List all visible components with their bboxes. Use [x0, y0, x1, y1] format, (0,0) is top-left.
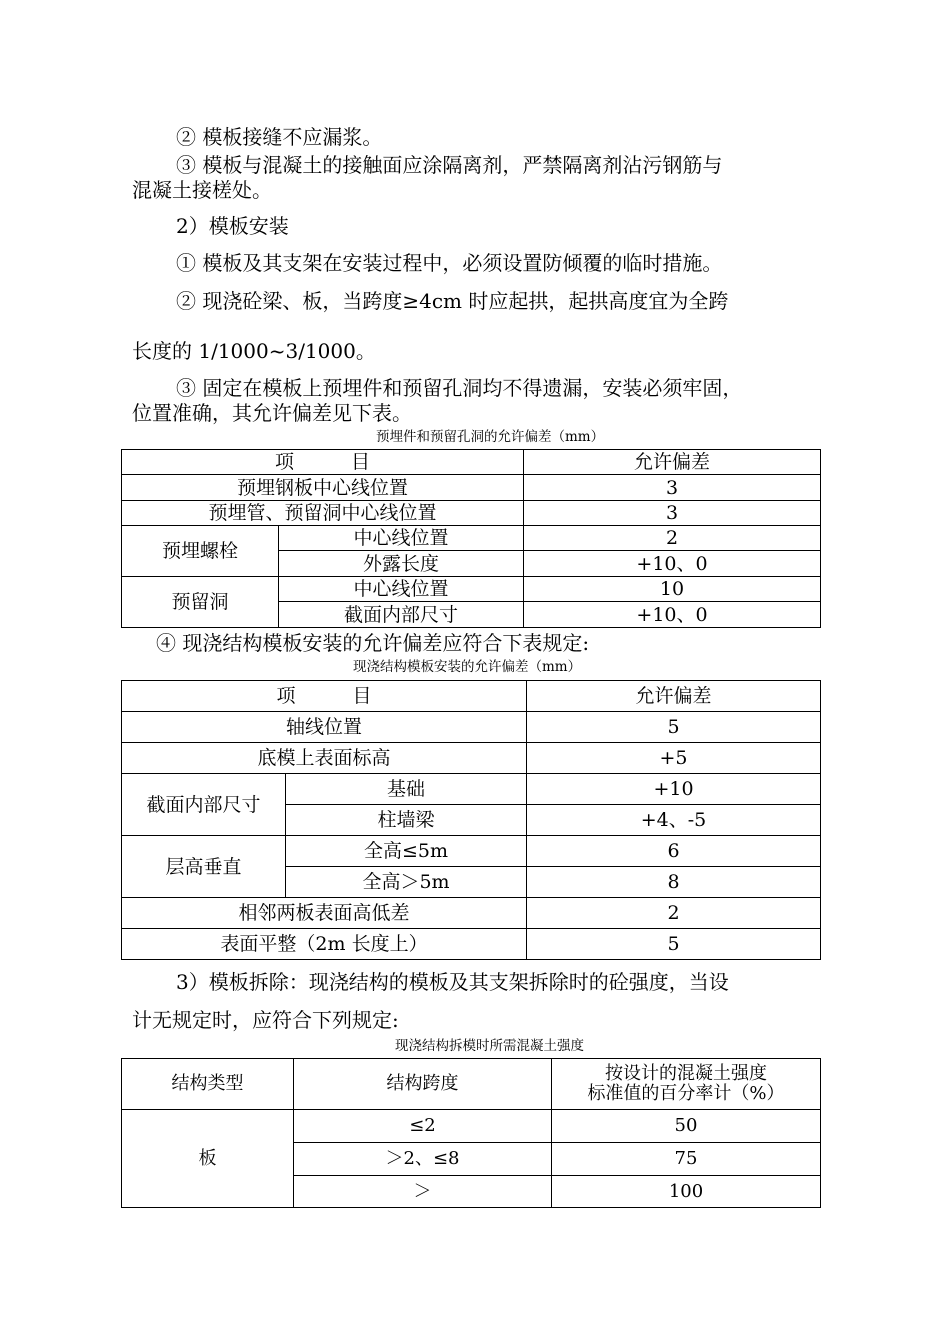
paragraph-formwork-removal-line1: 3）模板拆除：现浇结构的模板及其支架拆除时的砼强度，当设	[176, 970, 729, 994]
removal-strength-table	[121, 1058, 821, 1208]
paragraph-camber-line1: ② 现浇砼梁、板，当跨度≥4cm 时应起拱，起拱高度宜为全跨	[176, 289, 729, 313]
table2-header-tolerance: 允许偏差	[527, 681, 821, 712]
table3-value-cell: 50	[552, 1110, 821, 1143]
table1-subrow-value: 10	[524, 577, 821, 602]
table2-subrow-item: 柱墙梁	[286, 805, 527, 836]
table3-header-strength-line1: 按设计的混凝土强度	[605, 1063, 767, 1084]
table1-header-item: 项 目	[122, 450, 524, 475]
table1-subrow-item: 外露长度	[279, 551, 524, 577]
table2-group-label: 层高垂直	[122, 836, 286, 898]
table3-header-strength	[552, 1059, 821, 1110]
table2-row-value: 5	[527, 712, 821, 743]
table3-span-cell: ＞	[294, 1176, 552, 1208]
table2-row-item: 表面平整（2m 长度上）	[122, 929, 527, 960]
table1-row-item: 预埋管、预留洞中心线位置	[122, 501, 524, 526]
table1-caption: 预埋件和预留孔洞的允许偏差（mm）	[376, 429, 605, 445]
table2-subrow-value: 6	[527, 836, 821, 867]
table2-group-label: 截面内部尺寸	[122, 774, 286, 836]
table1-row-value: 3	[524, 475, 821, 501]
table1-row-item: 预埋钢板中心线位置	[122, 475, 524, 501]
table2-subrow-item: 全高≤5m	[286, 836, 527, 867]
table3-span-cell: ＞2、≤8	[294, 1143, 552, 1176]
table2-header-item: 项 目	[122, 681, 527, 712]
table1-subrow-value: 2	[524, 526, 821, 551]
table1-group-label: 预留洞	[122, 577, 279, 628]
table2-row-value: +5	[527, 743, 821, 774]
paragraph-embedded-parts-line2: 位置准确，其允许偏差见下表。	[132, 401, 412, 425]
table1-row-value: 3	[524, 501, 821, 526]
table1-subrow-value: +10、0	[524, 551, 821, 577]
table2-subrow-item: 全高＞5m	[286, 867, 527, 898]
paragraph-release-agent-line2: 混凝土接槎处。	[132, 178, 272, 202]
table3-caption: 现浇结构拆模时所需混凝土强度	[395, 1038, 584, 1054]
table1-group-label: 预埋螺栓	[122, 526, 279, 577]
table2-row-item: 底模上表面标高	[122, 743, 527, 774]
table3-header-span: 结构跨度	[294, 1059, 552, 1110]
table3-header-type: 结构类型	[122, 1059, 294, 1110]
table1-subrow-item: 截面内部尺寸	[279, 602, 524, 628]
paragraph-installation-tolerance: ④ 现浇结构模板安装的允许偏差应符合下表规定:	[156, 631, 590, 655]
table2-row-item: 轴线位置	[122, 712, 527, 743]
paragraph-joint-no-leak: ② 模板接缝不应漏浆。	[176, 125, 383, 149]
table3-header-strength-line2: 标准值的百分率计（%）	[587, 1083, 785, 1104]
table2-row-value: 2	[527, 898, 821, 929]
table2-row-item: 相邻两板表面高低差	[122, 898, 527, 929]
paragraph-camber-line2: 长度的 1/1000~3/1000。	[132, 339, 376, 363]
paragraph-formwork-removal-line2: 计无规定时，应符合下列规定:	[132, 1008, 399, 1032]
paragraph-anti-overturn: ① 模板及其支架在安装过程中，必须设置防倾覆的临时措施。	[176, 251, 723, 275]
section-heading-formwork-installation: 2）模板安装	[176, 214, 289, 238]
paragraph-release-agent-line1: ③ 模板与混凝土的接触面应涂隔离剂，严禁隔离剂沾污钢筋与	[176, 153, 723, 177]
embedded-parts-tolerance-table	[121, 449, 821, 628]
table1-subrow-item: 中心线位置	[279, 526, 524, 551]
table2-subrow-item: 基础	[286, 774, 527, 805]
installation-tolerance-table	[121, 680, 821, 960]
table1-header-tolerance: 允许偏差	[524, 450, 821, 475]
table2-row-value: 5	[527, 929, 821, 960]
table2-subrow-value: 8	[527, 867, 821, 898]
table1-subrow-value: +10、0	[524, 602, 821, 628]
table3-value-cell: 75	[552, 1143, 821, 1176]
paragraph-embedded-parts-line1: ③ 固定在模板上预埋件和预留孔洞均不得遗漏，安装必须牢固，	[176, 376, 743, 400]
table3-value-cell: 100	[552, 1176, 821, 1208]
table2-subrow-value: +4、-5	[527, 805, 821, 836]
table3-span-cell: ≤2	[294, 1110, 552, 1143]
table2-subrow-value: +10	[527, 774, 821, 805]
table2-caption: 现浇结构模板安装的允许偏差（mm）	[353, 659, 582, 675]
table1-subrow-item: 中心线位置	[279, 577, 524, 602]
table3-type-label: 板	[122, 1110, 294, 1208]
